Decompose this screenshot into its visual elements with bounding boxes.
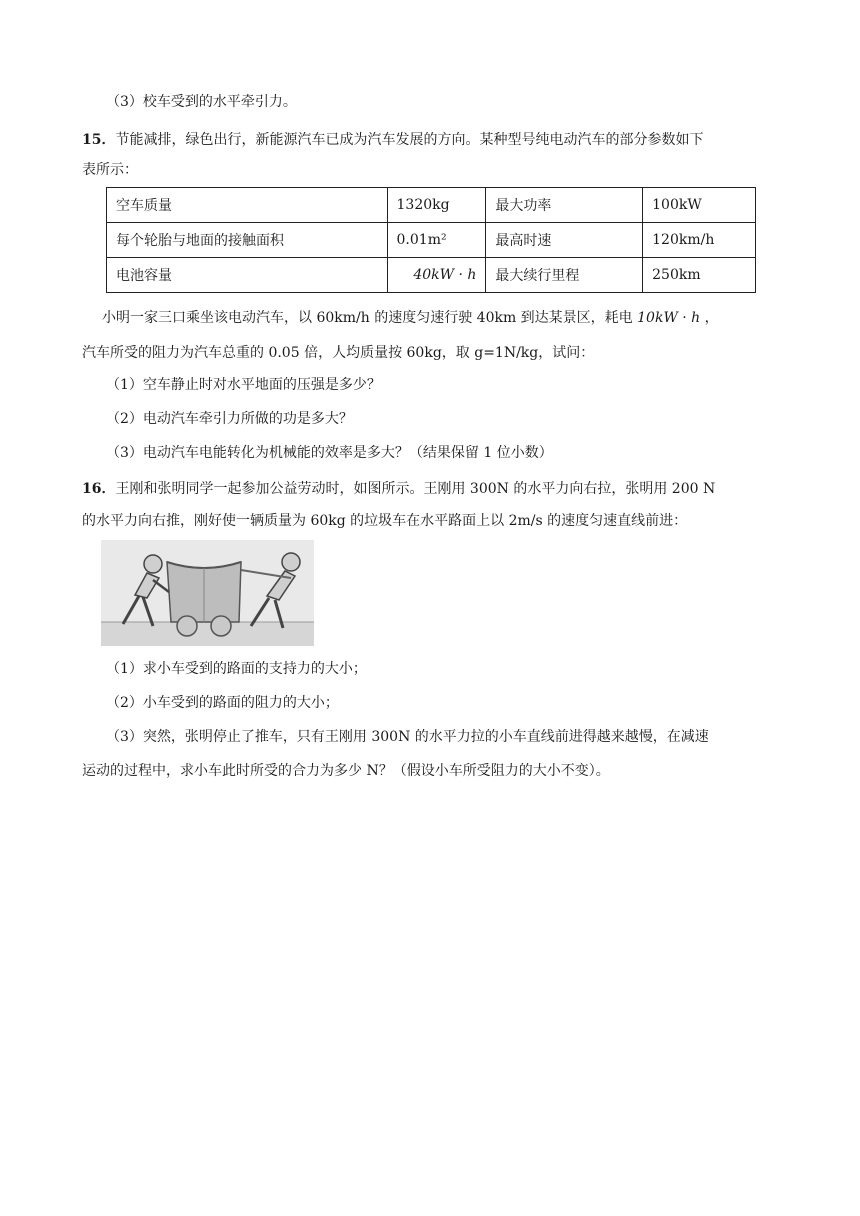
table-cell: 空车质量 xyxy=(107,188,388,223)
energy-value: 10kW · h xyxy=(637,310,701,326)
table-cell: 最大功率 xyxy=(486,188,643,223)
table-cell: 250km xyxy=(643,258,756,293)
table-row xyxy=(107,258,756,293)
q15-part2: （2）电动汽车牵引力所做的功是多大？ xyxy=(106,411,353,427)
table-cell: 100kW xyxy=(643,188,756,223)
q15-number: 15． xyxy=(82,132,116,148)
table-cell: 最高时速 xyxy=(486,223,643,258)
q16-part3-line2: 运动的过程中，求小车此时所受的合力为多少 N？（假设小车所受阻力的大小不变）。 xyxy=(82,763,610,779)
q15-part1: （1）空车静止时对水平地面的压强是多少？ xyxy=(106,377,381,393)
cart-wheel xyxy=(177,616,197,636)
table-cell: 最大续行里程 xyxy=(486,258,643,293)
q16-number: 16． xyxy=(82,481,116,497)
table-cell: 1320kg xyxy=(387,188,486,223)
cart-push-pull-figure xyxy=(101,540,314,646)
q16-intro-line1 xyxy=(82,479,778,499)
q16-part3-line1: （3）突然，张明停止了推车，只有王刚用 300N 的水平力拉的小车直线前进得越来越慢，在减速 xyxy=(106,729,709,745)
q15-intro-line2: 表所示： xyxy=(82,162,138,178)
q15-intro-text: 节能减排，绿色出行，新能源汽车已成为汽车发展的方向。某种型号纯电动汽车的部分参数如下 xyxy=(115,132,704,148)
table-cell: 120km/h xyxy=(643,223,756,258)
table-cell: 每个轮胎与地面的接触面积 xyxy=(107,223,388,258)
q15-desc-line1 xyxy=(102,308,778,328)
table-cell: 40kW · h xyxy=(387,258,486,293)
q14-part3: （3）校车受到的水平牵引力。 xyxy=(106,94,297,110)
q15-intro-line1 xyxy=(82,130,778,150)
q15-part3: （3）电动汽车电能转化为机械能的效率是多大？（结果保留 1 位小数） xyxy=(106,445,553,461)
q15-desc-comma: ， xyxy=(704,310,719,326)
table-row xyxy=(107,188,756,223)
table-row xyxy=(107,223,756,258)
q16-intro-line2: 的水平力向右推，刚好使一辆质量为 60kg 的垃圾车在水平路面上以 2m/s 的速度匀速直线前进： xyxy=(82,513,688,529)
q15-desc-text: 小明一家三口乘坐该电动汽车，以 60km/h 的速度匀速行驶 40km 到达某景区，耗电 xyxy=(102,310,633,326)
cart-wheel xyxy=(211,616,231,636)
table-cell: 电池容量 xyxy=(107,258,388,293)
table-cell: 0.01m² xyxy=(387,223,486,258)
ev-spec-table xyxy=(106,187,756,293)
q15-desc-line2: 汽车所受的阻力为汽车总重的 0.05 倍，人均质量按 60kg，取 g=1N/kg，试问： xyxy=(82,345,595,361)
q16-part1: （1）求小车受到的路面的支持力的大小； xyxy=(106,661,367,677)
q16-intro-text: 王刚和张明同学一起参加公益劳动时，如图所示。王刚用 300N 的水平力向右拉，张明用 200 N xyxy=(115,481,716,497)
q16-part2: （2）小车受到的路面的阻力的大小； xyxy=(106,695,339,711)
